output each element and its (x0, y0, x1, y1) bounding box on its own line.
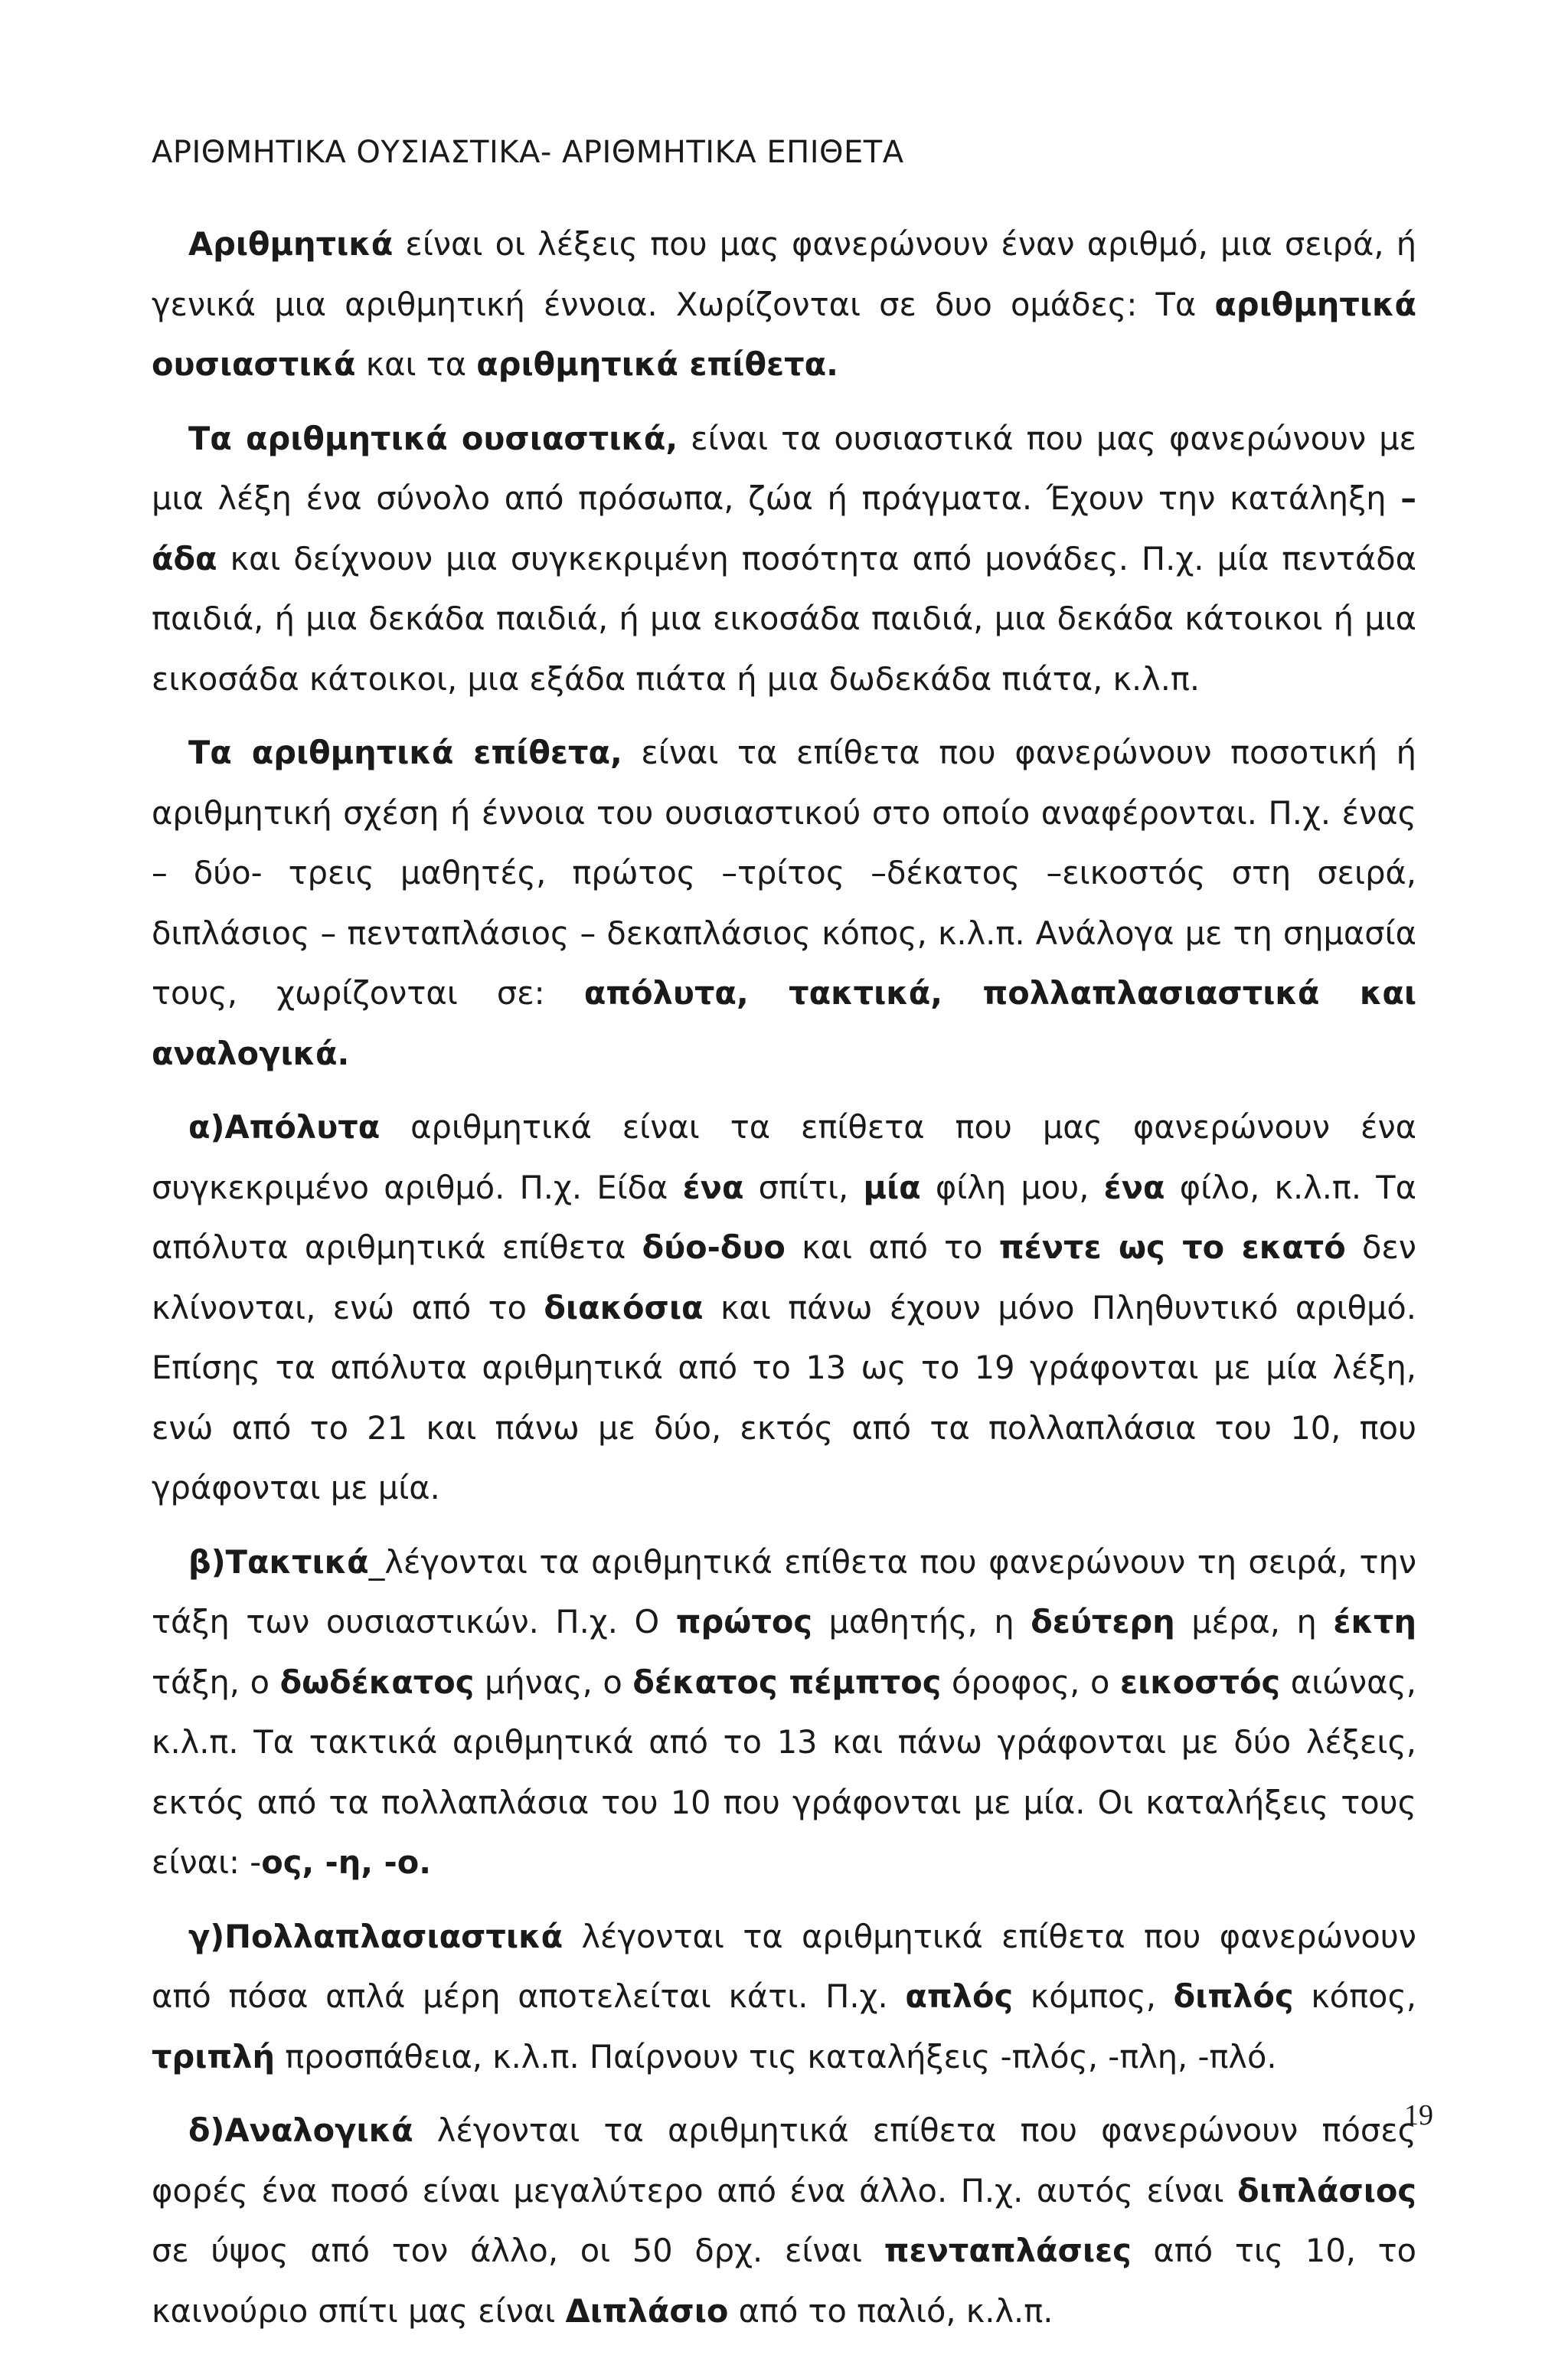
paragraph-numeral-nouns (152, 409, 1416, 710)
bold-text-run: β)Τακτικά (188, 1542, 369, 1581)
page-title: ΑΡΙΘΜΗΤΙΚΑ ΟΥΣΙΑΣΤΙΚΑ- ΑΡΙΘΜΗΤΙΚΑ ΕΠΙΘΕΤΑ (152, 135, 904, 170)
bold-text-run: Διπλάσιο (565, 2291, 729, 2330)
page-body (152, 129, 1416, 2355)
text-run: _λέγονται τα αριθμητικά επίθετα που φανερώνουν τη σειρά, την τάξη των ουσιαστικών. Π.χ. Ο (152, 1542, 1416, 1640)
paragraph-multiplicative (152, 1907, 1416, 2088)
bold-text-run: γ)Πολλαπλασιαστικά (188, 1917, 564, 1955)
text-run: όροφος, ο (941, 1663, 1120, 1701)
text-run: λέγονται τα αριθμητικά επίθετα που φανερώνουν πόσες φορές ένα ποσό είναι μεγαλύτερο από ένα άλλο. Π.χ. αυτός είναι (152, 2111, 1416, 2209)
text-run: κόπος, (1293, 1977, 1416, 2015)
bold-text-run: διπλάσιος (1237, 2171, 1416, 2209)
bold-text-run: αριθμητικά ουσιαστικά (152, 285, 1416, 383)
paragraph-proportional (152, 2101, 1416, 2341)
text-run: προσπάθεια, κ.λ.π. Παίρνουν τις καταλήξεις -πλός, -πλη, -πλό. (275, 2037, 1277, 2075)
text-run: κόμπος, (1013, 1977, 1174, 2015)
text-run: τάξη, ο (152, 1663, 280, 1701)
bold-text-run: δωδέκατος (279, 1663, 475, 1701)
bold-text-run: α)Απόλυτα (188, 1108, 381, 1146)
paragraph-ordinal (152, 1532, 1416, 1893)
text-run: και τα (355, 345, 477, 383)
paragraph-cardinal (152, 1097, 1416, 1519)
text-run: μέρα, η (1174, 1603, 1334, 1640)
text-run: από το παλιό, κ.λ.π. (728, 2291, 1054, 2330)
page-number: 19 (1404, 2099, 1433, 2131)
text-run: μήνας, ο (474, 1663, 633, 1701)
text-run: αριθμητικά είναι τα επίθετα που μας φανερώνουν ένα συγκεκριμένο αριθμό. Π.χ. Είδα (152, 1108, 1416, 1206)
text-run: και πάνω έχουν μόνο Πληθυντικό αριθμό. Επίσης τα απόλυτα αριθμητικά από το 13 ως το 19 γράφονται με μία λέξη, ενώ από το 21 και πάνω με δύο, εκτός από τα πολλαπλάσια του 10, που γράφονται με μία. (152, 1288, 1416, 1506)
bold-text-run: ος, -η, -ο. (261, 1843, 432, 1881)
bold-text-run: πέντε ως το εκατό (998, 1228, 1346, 1266)
bold-text-run: απλός (905, 1977, 1014, 2015)
bold-text-run: Αριθμητικά (188, 225, 394, 263)
text-run: από τις 10, το καινούριο σπίτι μας είναι (152, 2232, 1416, 2330)
text-run: δεν κλίνονται, ενώ από το (152, 1228, 1416, 1326)
bold-text-run: πρώτος (675, 1603, 812, 1640)
text-run: φίλο, κ.λ.π. Τα απόλυτα αριθμητικά επίθετα (152, 1168, 1416, 1266)
text-run: και από το (785, 1228, 999, 1266)
text-run: και δείχνουν μια συγκεκριμένη ποσότητα από μονάδες. Π.χ. μία πεντάδα παιδιά, ή μια δεκάδα παιδιά, ή μια εικοσάδα παιδιά, μια δεκάδα κάτοικοι ή μια εικοσάδα κάτοικοι, μια εξάδα πιάτα ή μια δωδεκάδα πιάτα, κ.λ.π. (152, 539, 1416, 698)
text-run: είναι τα επίθετα που φανερώνουν ποσοτική ή αριθμητική σχέση ή έννοια του ουσιαστικού στο οποίο αναφέρονται. Π.χ. ένας – δύο- τρεις μαθητές, πρώτος –τρίτος –δέκατος –εικοστός στη σειρά, διπλάσιος – πενταπλάσιος – δεκαπλάσιος κόπος, κ.λ.π. Ανάλογα με τη σημασία τους, χωρίζονται σε: (152, 734, 1416, 1012)
text-run: φίλη μου, (920, 1168, 1104, 1206)
bold-text-run: διακόσια (544, 1288, 704, 1326)
text-run: μαθητής, η (812, 1603, 1031, 1640)
bold-text-run: –άδα (152, 479, 1416, 577)
bold-text-run: δύο-δυο (642, 1228, 786, 1266)
text-run: αιώνας, κ.λ.π. Τα τακτικά αριθμητικά από το 13 και πάνω γράφονται με δύο λέξεις, εκτός από τα πολλαπλάσια του 10 που γράφονται με μία. Οι καταλήξεις τους είναι: - (152, 1663, 1416, 1881)
bold-text-run: εικοστός (1119, 1663, 1281, 1701)
bold-text-run: μία (863, 1168, 921, 1206)
bold-text-run: ένα (1103, 1168, 1165, 1206)
bold-text-run: δ)Αναλογικά (188, 2111, 413, 2149)
bold-text-run: τριπλή (152, 2037, 275, 2075)
bold-text-run: Τα αριθμητικά ουσιαστικά, (188, 419, 678, 457)
bold-text-run: ένα (682, 1168, 744, 1206)
bold-text-run: έκτη (1333, 1603, 1417, 1640)
bold-text-run: δέκατος πέμπτος (632, 1663, 942, 1701)
text-run: σε ύψος από τον άλλο, οι 50 δρχ. είναι (152, 2232, 884, 2269)
text-run: σπίτι, (743, 1168, 864, 1206)
bold-text-run: διπλός (1173, 1977, 1294, 2015)
bold-text-run: απόλυτα, τακτικά, πολλαπλασιαστικά και αναλογικά. (152, 974, 1416, 1072)
text-run: λέγονται τα αριθμητικά επίθετα που φανερώνουν από πόσα απλά μέρη αποτελείται κάτι. Π.χ. (152, 1917, 1416, 2015)
paragraph-numeral-adjectives (152, 723, 1416, 1084)
bold-text-run: Τα αριθμητικά επίθετα, (188, 734, 622, 771)
paragraph-intro (152, 214, 1416, 395)
text-run: είναι οι λέξεις που μας φανερώνουν έναν αριθμό, μια σειρά, ή γενικά μια αριθμητική έννοια. Χωρίζονται σε δυο ομάδες: Τα (152, 225, 1416, 323)
text-run: είναι τα ουσιαστικά που μας φανερώνουν με μια λέξη ένα σύνολο από πρόσωπα, ζώα ή πράγματα. Έχουν την κατάληξη (152, 419, 1416, 517)
bold-text-run: αριθμητικά επίθετα. (476, 345, 838, 383)
bold-text-run: δεύτερη (1031, 1603, 1175, 1640)
bold-text-run: πενταπλάσιες (884, 2232, 1132, 2269)
